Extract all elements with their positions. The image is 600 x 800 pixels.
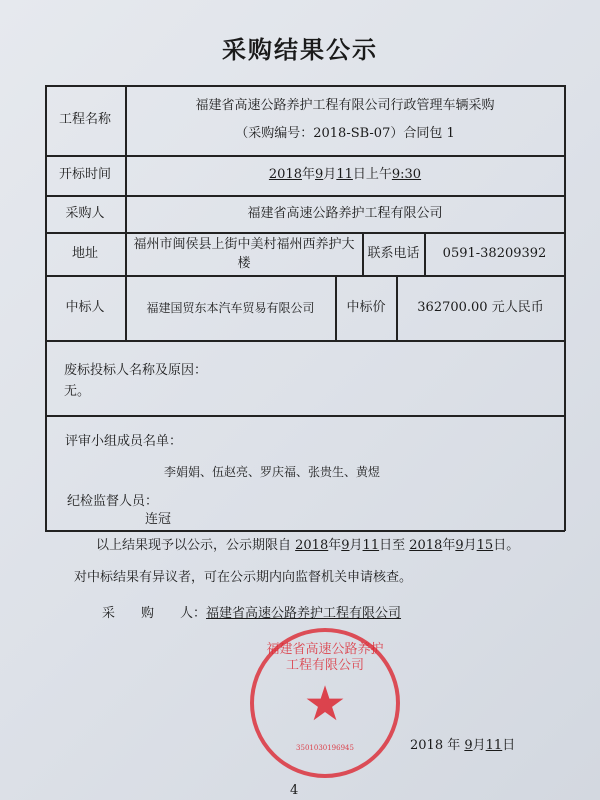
seal-code: 3501030196945: [296, 744, 354, 752]
start-month: 9: [341, 538, 350, 553]
supervisor-label: 纪检监督人员：: [67, 494, 159, 509]
phone-value: 0591-38209392: [442, 245, 547, 261]
text: 月: [323, 167, 337, 182]
seal-ring-text: 福建省高速公路养护工程有限公司: [266, 642, 384, 673]
bid-time-value: [126, 155, 564, 195]
text: 月: [472, 738, 486, 753]
project-name-line2: （采购编号：2018-SB-07）合同包 1: [235, 126, 455, 141]
divider: [45, 530, 565, 532]
notice-period: [96, 538, 519, 554]
rejected-value: 无。: [64, 384, 91, 399]
text: 11: [485, 738, 503, 753]
text: 日至: [379, 538, 410, 553]
page-number: 4: [290, 783, 299, 798]
project-name-line1: 福建省高速公路养护工程有限公司行政管理车辆采购: [195, 98, 495, 113]
text: 年: [328, 538, 342, 553]
text: 日。: [493, 538, 520, 553]
rejected-label: 废标投标人名称及原因：: [64, 363, 208, 378]
text: 月: [463, 538, 477, 553]
footer-date: [410, 738, 515, 754]
price-label: 中标价: [346, 299, 386, 315]
project-name-label: 工程名称: [58, 112, 111, 127]
end-year: 2018: [409, 538, 443, 553]
text: 年: [442, 538, 456, 553]
text: 9: [464, 738, 473, 753]
divider: [45, 340, 565, 342]
text: 以上结果现予以公示，公示期限自: [96, 538, 296, 553]
text: 日: [502, 738, 516, 753]
official-seal: [250, 628, 400, 778]
start-year: 2018: [295, 538, 329, 553]
text: 年: [302, 167, 316, 182]
address-label: 地址: [71, 245, 98, 261]
price-value: 362700.00 元人民币: [417, 299, 544, 315]
bid-clock: 9:30: [391, 167, 422, 182]
bid-month: 9: [315, 167, 324, 182]
bid-day: 11: [336, 167, 353, 182]
panel-label: 评审小组成员名单：: [65, 434, 183, 449]
start-day: 11: [362, 538, 380, 553]
divider: [45, 415, 565, 417]
winner-label: 中标人: [65, 299, 105, 315]
winner-value: 福建国贸东本汽车贸易有限公司: [146, 300, 315, 315]
panel-members: 李娟娟、伍赵亮、罗庆福、张贵生、黄煜: [164, 465, 381, 479]
bid-year: 2018: [268, 167, 302, 182]
bid-time-label: 开标时间: [58, 167, 111, 182]
signature-purchaser: 福建省高速公路养护工程有限公司: [206, 606, 402, 621]
objection-note: 对中标结果有异议者，可在公示期内向监督机关申请核查。: [74, 570, 413, 585]
text: 年: [443, 738, 465, 753]
text: 月: [349, 538, 363, 553]
purchaser-value: 福建省高速公路养护工程有限公司: [247, 205, 443, 221]
text: 2018: [410, 738, 444, 753]
phone-label: 联系电话: [367, 245, 420, 261]
signature-line: [102, 606, 401, 622]
end-month: 9: [455, 538, 464, 553]
supervisor-value: 连冠: [145, 512, 172, 527]
project-name-value: [126, 85, 564, 155]
end-day: 15: [476, 538, 494, 553]
star-icon: ★: [303, 676, 347, 732]
text: 日上午: [352, 167, 392, 182]
purchaser-label: 采购人: [65, 205, 105, 221]
address-value: 福州市闽侯县上街中美村福州西养护大楼: [133, 236, 355, 271]
divider: [564, 85, 566, 531]
signature-label: 采 购 人：: [102, 606, 207, 621]
page-title: 采购结果公示: [222, 36, 378, 64]
